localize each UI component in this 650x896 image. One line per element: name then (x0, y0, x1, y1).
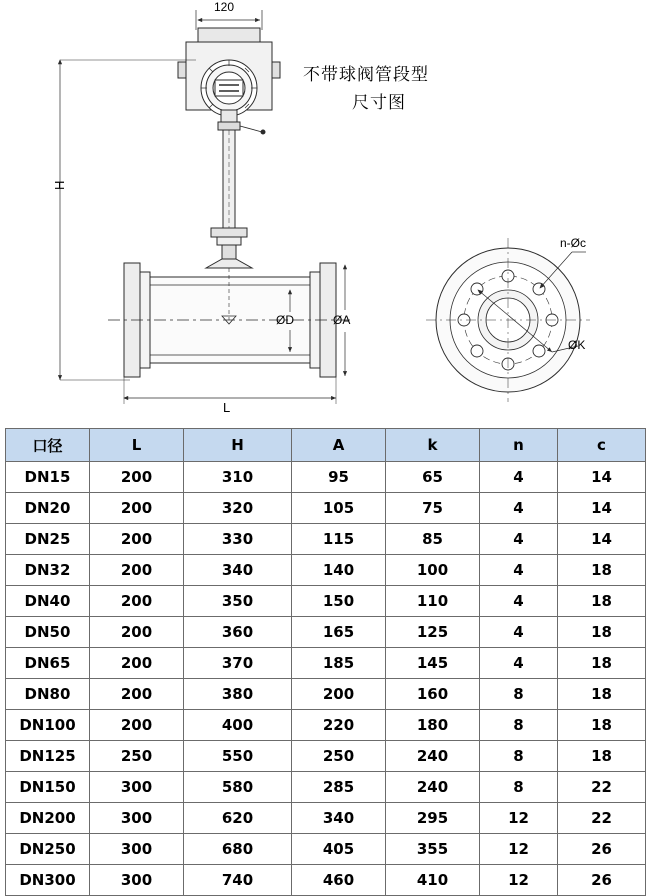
cell-l: 300 (90, 803, 184, 834)
cell-n: 12 (480, 803, 558, 834)
cell-n: 8 (480, 710, 558, 741)
cell-l: 200 (90, 462, 184, 493)
cell-diameter: DN20 (6, 493, 90, 524)
cell-c: 18 (558, 555, 646, 586)
cell-diameter: DN50 (6, 617, 90, 648)
dim-height-label: H (52, 180, 67, 190)
dim-top-width-label: 120 (214, 0, 235, 14)
cell-n: 8 (480, 679, 558, 710)
cell-c: 18 (558, 710, 646, 741)
cell-n: 4 (480, 493, 558, 524)
cell-a: 285 (292, 772, 386, 803)
cell-diameter: DN150 (6, 772, 90, 803)
cell-k: 240 (386, 772, 480, 803)
cell-a: 165 (292, 617, 386, 648)
drawing-title-line1: 不带球阀管段型 (303, 65, 429, 85)
cell-n: 4 (480, 617, 558, 648)
cell-a: 140 (292, 555, 386, 586)
cell-l: 300 (90, 834, 184, 865)
table-row (6, 679, 646, 710)
table-row (6, 834, 646, 865)
cell-k: 75 (386, 493, 480, 524)
table-row (6, 648, 646, 679)
cell-a: 115 (292, 524, 386, 555)
cell-c: 26 (558, 834, 646, 865)
col-header-c: c (558, 429, 646, 462)
cell-h: 740 (184, 865, 292, 896)
cell-n: 12 (480, 834, 558, 865)
dimension-drawing (0, 0, 650, 424)
cell-k: 125 (386, 617, 480, 648)
cell-c: 18 (558, 648, 646, 679)
cell-l: 200 (90, 555, 184, 586)
table-header-row (6, 429, 646, 462)
cell-c: 18 (558, 617, 646, 648)
cell-l: 200 (90, 648, 184, 679)
cell-k: 240 (386, 741, 480, 772)
cell-a: 340 (292, 803, 386, 834)
col-header-diameter: 口径 (6, 429, 90, 462)
cell-c: 14 (558, 493, 646, 524)
cell-n: 4 (480, 462, 558, 493)
table-row (6, 710, 646, 741)
cell-h: 360 (184, 617, 292, 648)
cell-k: 145 (386, 648, 480, 679)
cell-k: 180 (386, 710, 480, 741)
cell-a: 150 (292, 586, 386, 617)
table-row (6, 741, 646, 772)
cell-c: 18 (558, 679, 646, 710)
cell-h: 380 (184, 679, 292, 710)
cell-diameter: DN15 (6, 462, 90, 493)
table-row (6, 617, 646, 648)
cell-h: 580 (184, 772, 292, 803)
cell-h: 680 (184, 834, 292, 865)
cell-k: 100 (386, 555, 480, 586)
cell-k: 295 (386, 803, 480, 834)
table-row (6, 555, 646, 586)
cell-k: 65 (386, 462, 480, 493)
col-header-h: H (184, 429, 292, 462)
cell-c: 22 (558, 803, 646, 834)
cell-l: 200 (90, 679, 184, 710)
cell-c: 14 (558, 462, 646, 493)
cell-h: 370 (184, 648, 292, 679)
table-row (6, 865, 646, 896)
col-header-k: k (386, 429, 480, 462)
cell-c: 18 (558, 586, 646, 617)
cell-l: 300 (90, 772, 184, 803)
cell-n: 4 (480, 586, 558, 617)
cell-n: 4 (480, 555, 558, 586)
cell-a: 220 (292, 710, 386, 741)
table-row (6, 493, 646, 524)
dimension-table (5, 428, 646, 896)
col-header-n: n (480, 429, 558, 462)
cell-h: 620 (184, 803, 292, 834)
dim-bore-diameter-label: ØD (276, 313, 294, 327)
cell-diameter: DN125 (6, 741, 90, 772)
cell-k: 110 (386, 586, 480, 617)
dim-bolt-holes-label: n-Øc (560, 236, 587, 250)
cell-n: 8 (480, 741, 558, 772)
cell-l: 200 (90, 586, 184, 617)
dim-flange-diameter-label: ØA (333, 313, 351, 327)
drawing-title-line2: 尺寸图 (352, 93, 406, 113)
cell-diameter: DN80 (6, 679, 90, 710)
cell-h: 310 (184, 462, 292, 493)
cell-h: 400 (184, 710, 292, 741)
cell-l: 200 (90, 493, 184, 524)
cell-a: 95 (292, 462, 386, 493)
cell-k: 355 (386, 834, 480, 865)
cell-n: 4 (480, 524, 558, 555)
table-row (6, 586, 646, 617)
cell-c: 18 (558, 741, 646, 772)
cell-l: 200 (90, 710, 184, 741)
cell-diameter: DN65 (6, 648, 90, 679)
cell-c: 26 (558, 865, 646, 896)
cell-diameter: DN32 (6, 555, 90, 586)
cell-h: 350 (184, 586, 292, 617)
cell-diameter: DN200 (6, 803, 90, 834)
dimension-table-wrap (5, 428, 645, 896)
cell-h: 340 (184, 555, 292, 586)
col-header-l: L (90, 429, 184, 462)
table-row (6, 524, 646, 555)
cell-a: 105 (292, 493, 386, 524)
dim-length-label: L (223, 400, 231, 415)
cell-c: 22 (558, 772, 646, 803)
table-row (6, 772, 646, 803)
cell-a: 200 (292, 679, 386, 710)
cell-diameter: DN40 (6, 586, 90, 617)
cell-n: 8 (480, 772, 558, 803)
cell-a: 185 (292, 648, 386, 679)
cell-c: 14 (558, 524, 646, 555)
cell-diameter: DN100 (6, 710, 90, 741)
table-row (6, 803, 646, 834)
col-header-a: A (292, 429, 386, 462)
cell-n: 4 (480, 648, 558, 679)
cell-l: 300 (90, 865, 184, 896)
cell-h: 330 (184, 524, 292, 555)
cell-k: 85 (386, 524, 480, 555)
cell-l: 200 (90, 524, 184, 555)
cell-a: 250 (292, 741, 386, 772)
cell-l: 200 (90, 617, 184, 648)
cell-a: 460 (292, 865, 386, 896)
cell-n: 12 (480, 865, 558, 896)
table-row (6, 462, 646, 493)
cell-h: 550 (184, 741, 292, 772)
cell-diameter: DN25 (6, 524, 90, 555)
cell-k: 160 (386, 679, 480, 710)
cell-l: 250 (90, 741, 184, 772)
cell-k: 410 (386, 865, 480, 896)
cell-h: 320 (184, 493, 292, 524)
cell-a: 405 (292, 834, 386, 865)
cell-diameter: DN300 (6, 865, 90, 896)
dim-bolt-circle-label: ØK (568, 338, 586, 352)
cell-diameter: DN250 (6, 834, 90, 865)
